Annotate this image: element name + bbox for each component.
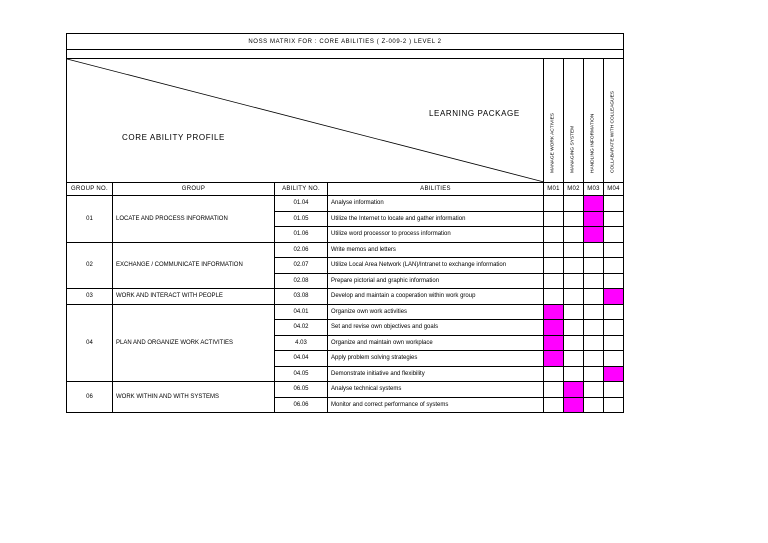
package-name-m02-text: MANAGING SYSTEM [570, 126, 576, 174]
ability-description-cell: Utilize the Internet to locate and gather information [328, 211, 544, 227]
header-m01: M01 [544, 183, 564, 196]
module-m04-cell [604, 227, 624, 243]
module-m02-cell [564, 196, 584, 212]
table-row [67, 289, 624, 305]
module-m01-cell [544, 258, 564, 274]
module-m01-cell [544, 320, 564, 336]
module-m01-cell [544, 382, 564, 398]
module-m03-cell [584, 211, 604, 227]
learning-package-label: LEARNING PACKAGE [429, 109, 520, 118]
ability-number-cell: 06.05 [275, 382, 328, 398]
module-m02-cell [564, 366, 584, 382]
noss-matrix-sheet [66, 33, 623, 413]
ability-number-cell: 01.06 [275, 227, 328, 243]
module-m01-cell [544, 227, 564, 243]
ability-number-cell: 02.08 [275, 273, 328, 289]
core-ability-profile-label: CORE ABILITY PROFILE [122, 133, 225, 142]
group-number-cell: 01 [67, 196, 113, 243]
module-m02-cell [564, 304, 584, 320]
module-m01-cell [544, 242, 564, 258]
module-m03-cell [584, 397, 604, 413]
ability-number-cell: 04.02 [275, 320, 328, 336]
module-m03-cell [584, 289, 604, 305]
module-m03-cell [584, 335, 604, 351]
module-m04-cell [604, 382, 624, 398]
ability-number-cell: 02.06 [275, 242, 328, 258]
group-number-cell: 02 [67, 242, 113, 289]
column-header-row [67, 183, 624, 196]
header-ability-no: ABILITY NO. [275, 183, 328, 196]
header-abilities: ABILITIES [328, 183, 544, 196]
module-m03-cell [584, 242, 604, 258]
title-spacer [67, 50, 624, 59]
matrix-body [67, 34, 624, 413]
module-m03-cell [584, 366, 604, 382]
package-name-m02 [564, 59, 584, 183]
ability-description-cell: Analyse information [328, 196, 544, 212]
group-number-cell: 06 [67, 382, 113, 413]
ability-description-cell: Utilize Local Area Network (LAN)/Intranet to exchange information [328, 258, 544, 274]
module-m02-cell [564, 382, 584, 398]
group-number-cell: 03 [67, 289, 113, 305]
table-row [67, 382, 624, 398]
module-m01-cell [544, 397, 564, 413]
module-m02-cell [564, 211, 584, 227]
ability-description-cell: Develop and maintain a cooperation within work group [328, 289, 544, 305]
ability-number-cell: 04.01 [275, 304, 328, 320]
module-m04-cell [604, 242, 624, 258]
ability-description-cell: Analyse technical systems [328, 382, 544, 398]
module-m01-cell [544, 335, 564, 351]
noss-matrix-table [66, 33, 624, 413]
module-m04-cell [604, 273, 624, 289]
ability-description-cell: Write memos and letters [328, 242, 544, 258]
ability-number-cell: 02.07 [275, 258, 328, 274]
package-name-m04-text: COLLABARATE WITH COLLEAGUES [610, 91, 616, 174]
module-m02-cell [564, 258, 584, 274]
package-name-m01-text: MANAGE WORK ACTIVIES [550, 113, 556, 174]
module-m03-cell [584, 258, 604, 274]
module-m01-cell [544, 211, 564, 227]
module-m02-cell [564, 227, 584, 243]
ability-number-cell: 03.08 [275, 289, 328, 305]
table-row [67, 304, 624, 320]
diagonal-divider [67, 59, 544, 182]
module-m02-cell [564, 273, 584, 289]
package-name-m03-text: HANDLING INFORMATION [590, 113, 596, 174]
module-m04-cell [604, 289, 624, 305]
module-m03-cell [584, 227, 604, 243]
group-name-cell: LOCATE AND PROCESS INFORMATION [113, 196, 275, 243]
package-name-m01 [544, 59, 564, 183]
module-m02-cell [564, 320, 584, 336]
ability-description-cell: Demonstrate initiative and flexibility [328, 366, 544, 382]
header-m04: M04 [604, 183, 624, 196]
module-m01-cell [544, 196, 564, 212]
group-name-cell: EXCHANGE / COMMUNICATE INFORMATION [113, 242, 275, 289]
group-name-cell: WORK WITHIN AND WITH SYSTEMS [113, 382, 275, 413]
module-m02-cell [564, 335, 584, 351]
ability-number-cell: 4.03 [275, 335, 328, 351]
ability-number-cell: 04.04 [275, 351, 328, 367]
module-m04-cell [604, 211, 624, 227]
module-m01-cell [544, 304, 564, 320]
module-m04-cell [604, 258, 624, 274]
module-m04-cell [604, 304, 624, 320]
header-m02: M02 [564, 183, 584, 196]
table-row [67, 196, 624, 212]
ability-number-cell: 01.04 [275, 196, 328, 212]
ability-description-cell: Utilize word processor to process information [328, 227, 544, 243]
module-m02-cell [564, 397, 584, 413]
ability-description-cell: Monitor and correct performance of systems [328, 397, 544, 413]
ability-number-cell: 01.05 [275, 211, 328, 227]
module-m01-cell [544, 273, 564, 289]
module-m03-cell [584, 320, 604, 336]
module-m01-cell [544, 289, 564, 305]
module-m03-cell [584, 304, 604, 320]
group-name-cell: WORK AND INTERACT WITH PEOPLE [113, 289, 275, 305]
header-diagonal-cell [67, 59, 544, 183]
module-m04-cell [604, 196, 624, 212]
matrix-title: NOSS MATRIX FOR : CORE ABILITIES ( Z-009-2 ) LEVEL 2 [67, 34, 624, 50]
module-m04-cell [604, 366, 624, 382]
header-group-no: GROUP NO. [67, 183, 113, 196]
package-name-m04 [604, 59, 624, 183]
ability-number-cell: 04.05 [275, 366, 328, 382]
ability-number-cell: 06.06 [275, 397, 328, 413]
module-m02-cell [564, 242, 584, 258]
module-m04-cell [604, 351, 624, 367]
ability-description-cell: Organize own work activities [328, 304, 544, 320]
module-m03-cell [584, 351, 604, 367]
module-m03-cell [584, 273, 604, 289]
header-m03: M03 [584, 183, 604, 196]
module-m02-cell [564, 289, 584, 305]
header-group: GROUP [113, 183, 275, 196]
module-m03-cell [584, 382, 604, 398]
ability-description-cell: Apply problem solving strategies [328, 351, 544, 367]
package-name-m03 [584, 59, 604, 183]
group-number-cell: 04 [67, 304, 113, 382]
table-row [67, 242, 624, 258]
module-m01-cell [544, 366, 564, 382]
module-m02-cell [564, 351, 584, 367]
ability-description-cell: Prepare pictorial and graphic information [328, 273, 544, 289]
module-m03-cell [584, 196, 604, 212]
module-m04-cell [604, 320, 624, 336]
module-m01-cell [544, 351, 564, 367]
group-name-cell: PLAN AND ORGANIZE WORK ACTIVITIES [113, 304, 275, 382]
ability-description-cell: Set and revise own objectives and goals [328, 320, 544, 336]
ability-description-cell: Organize and maintain own workplace [328, 335, 544, 351]
module-m04-cell [604, 335, 624, 351]
module-m04-cell [604, 397, 624, 413]
